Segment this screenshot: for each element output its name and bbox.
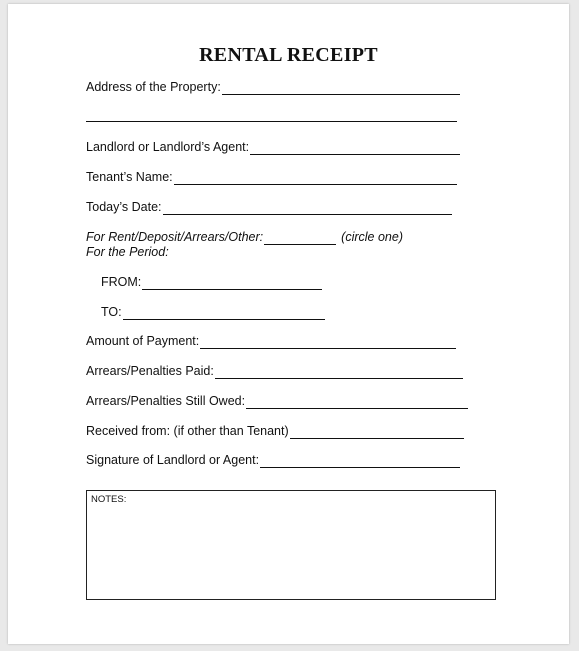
landlord-label: Landlord or Landlord’s Agent:: [86, 140, 250, 154]
date-row: [86, 200, 452, 215]
for-rent-line[interactable]: [264, 232, 336, 245]
to-label: TO:: [101, 305, 122, 319]
date-line[interactable]: [163, 202, 452, 215]
arrears-paid-line[interactable]: [215, 366, 463, 379]
period-row: [86, 245, 169, 260]
signature-row: [86, 453, 460, 468]
arrears-paid-row: [86, 364, 463, 379]
from-row: [101, 275, 322, 290]
for-rent-label: For Rent/Deposit/Arrears/Other:: [86, 230, 264, 244]
received-from-label: Received from: (if other than Tenant): [86, 424, 289, 438]
signature-line[interactable]: [260, 455, 460, 468]
from-line[interactable]: [142, 277, 322, 290]
signature-label: Signature of Landlord or Agent:: [86, 453, 260, 467]
amount-line[interactable]: [200, 336, 456, 349]
date-label: Today’s Date:: [86, 200, 162, 214]
address-line[interactable]: [222, 82, 460, 95]
tenant-label: Tenant’s Name:: [86, 170, 173, 184]
arrears-owed-row: [86, 394, 468, 409]
address-row-2: [86, 109, 457, 122]
amount-row: [86, 334, 456, 349]
notes-label: NOTES:: [91, 494, 127, 505]
arrears-owed-label: Arrears/Penalties Still Owed:: [86, 394, 246, 408]
tenant-row: [86, 170, 457, 185]
to-row: [101, 305, 325, 320]
period-label: For the Period:: [86, 245, 169, 259]
for-rent-row: [86, 230, 403, 245]
tenant-line[interactable]: [174, 172, 457, 185]
amount-label: Amount of Payment:: [86, 334, 200, 348]
address-row: [86, 80, 460, 95]
received-from-row: [86, 424, 464, 439]
receipt-page: [8, 4, 569, 644]
arrears-owed-line[interactable]: [246, 396, 468, 409]
from-label: FROM:: [101, 275, 142, 289]
landlord-row: [86, 140, 460, 155]
address-line-2[interactable]: [86, 109, 457, 122]
page-title: RENTAL RECEIPT: [199, 44, 378, 66]
arrears-paid-label: Arrears/Penalties Paid:: [86, 364, 214, 378]
received-from-line[interactable]: [290, 426, 464, 439]
notes-box[interactable]: [86, 490, 496, 600]
to-line[interactable]: [123, 307, 325, 320]
landlord-line[interactable]: [250, 142, 460, 155]
circle-one-note: (circle one): [341, 230, 403, 244]
address-label: Address of the Property:: [86, 80, 221, 94]
